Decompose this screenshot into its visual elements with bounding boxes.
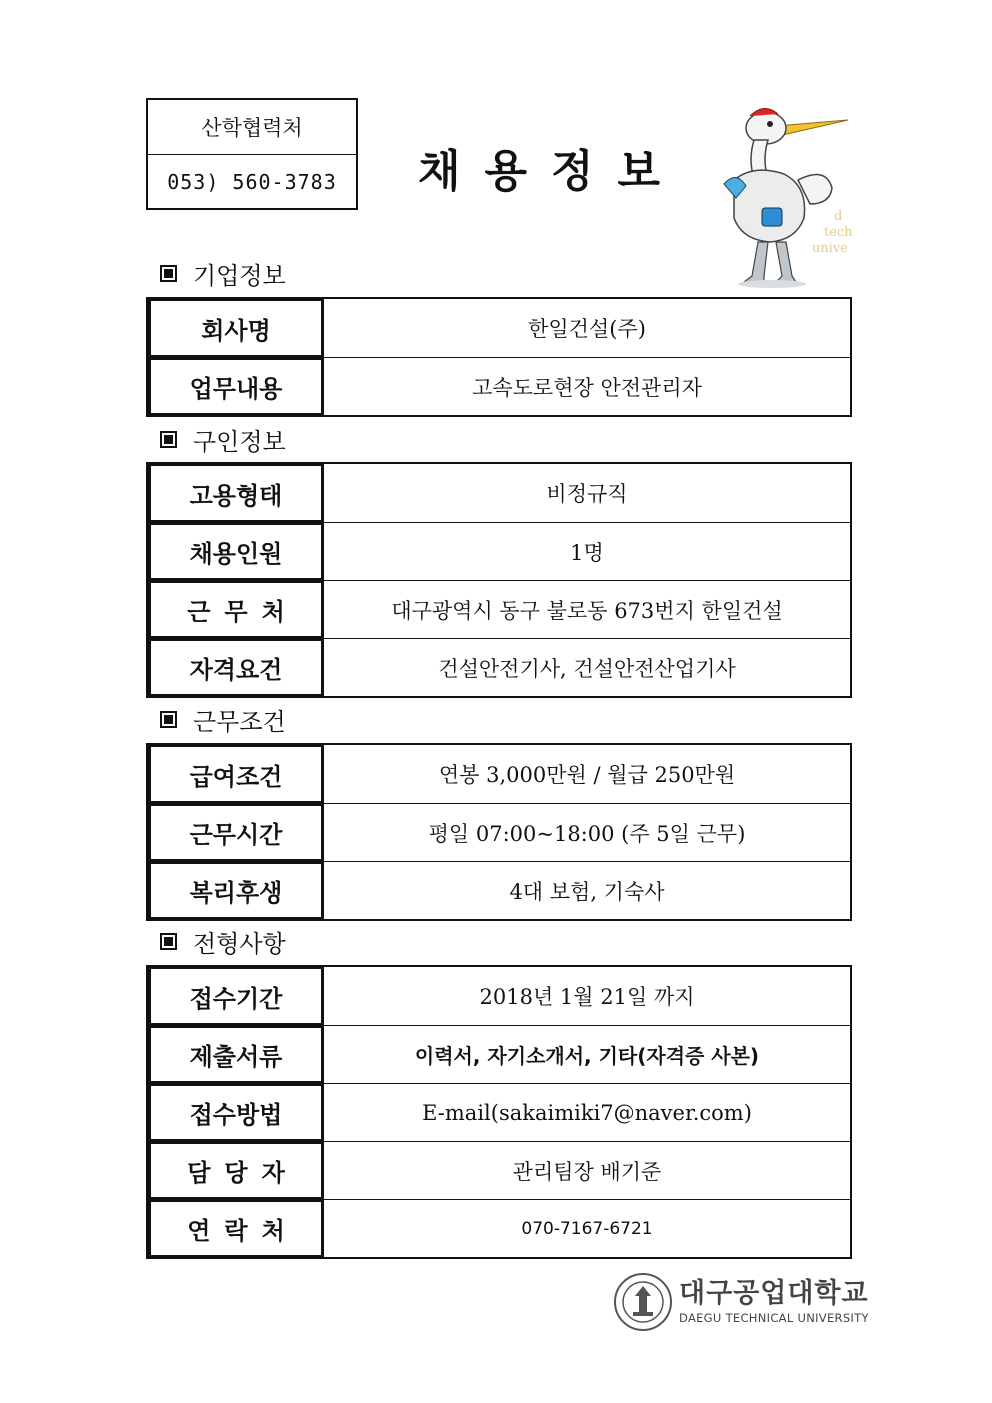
table-row xyxy=(148,1199,850,1257)
table-row xyxy=(148,638,850,696)
section-heading-job xyxy=(160,424,286,454)
row-value: 1명 xyxy=(570,540,604,565)
row-label: 업무내용 xyxy=(148,358,324,415)
table-row xyxy=(148,967,850,1025)
university-name-en: DAEGU TECHNICAL UNIVERSITY xyxy=(679,1310,869,1325)
row-value: 대구광역시 동구 불로동 673번지 한일건설 xyxy=(391,598,783,623)
section-title: 전형사항 xyxy=(193,929,286,958)
contact-box xyxy=(146,98,358,210)
row-value: 이력서, 자기소개서, 기타(자격증 사본) xyxy=(414,1044,760,1068)
table-row xyxy=(148,299,850,357)
row-label: 채용인원 xyxy=(148,523,324,580)
table-row xyxy=(148,522,850,580)
company-info-table xyxy=(146,297,852,417)
conditions-table xyxy=(146,743,852,921)
contact-phone: 053) 560-3783 xyxy=(167,170,337,194)
section-title: 기업정보 xyxy=(193,261,286,290)
row-label: 접수기간 xyxy=(148,967,324,1025)
table-row xyxy=(148,1141,850,1199)
table-row xyxy=(148,357,850,415)
university-name-ko: 대구공업대학교 xyxy=(679,1277,869,1309)
row-value: 2018년 1월 21일 까지 xyxy=(479,985,695,1009)
table-row xyxy=(148,745,850,803)
row-value: 평일 07:00~18:00 (주 5일 근무) xyxy=(428,821,746,846)
row-value: 비정규직 xyxy=(546,482,628,506)
svg-text:unive: unive xyxy=(812,241,848,256)
row-label: 복리후생 xyxy=(148,862,324,919)
row-value: 070-7167-6721 xyxy=(521,1218,653,1239)
row-label: 고용형태 xyxy=(148,464,324,522)
row-value: 연봉 3,000만원 / 월급 250만원 xyxy=(438,763,736,787)
row-label: 담당자 xyxy=(148,1142,324,1199)
table-row xyxy=(148,580,850,638)
square-bullet-icon xyxy=(160,265,177,282)
square-bullet-icon xyxy=(160,711,177,728)
section-heading-selection xyxy=(160,926,286,956)
row-value: 한일건설(주) xyxy=(528,317,646,341)
row-value: 4대 보험, 기숙사 xyxy=(509,879,665,904)
section-heading-conditions xyxy=(160,704,286,734)
square-bullet-icon xyxy=(160,431,177,448)
row-label: 회사명 xyxy=(148,299,324,357)
row-label: 접수방법 xyxy=(148,1084,324,1141)
row-label: 자격요건 xyxy=(148,639,324,696)
table-row xyxy=(148,1083,850,1141)
table-row xyxy=(148,803,850,861)
section-title: 구인정보 xyxy=(193,427,286,456)
university-seal-icon xyxy=(613,1272,673,1332)
crane-mascot-icon xyxy=(706,100,856,290)
table-row xyxy=(148,1025,850,1083)
row-label: 근무처 xyxy=(148,581,324,638)
row-value: E-mail(sakaimiki7@naver.com) xyxy=(422,1100,752,1125)
table-row xyxy=(148,861,850,919)
section-title: 근무조건 xyxy=(193,707,286,736)
row-value: 건설안전기사, 건설안전산업기사 xyxy=(438,656,736,681)
square-bullet-icon xyxy=(160,933,177,950)
table-row xyxy=(148,464,850,522)
row-label: 급여조건 xyxy=(148,745,324,803)
selection-table xyxy=(146,965,852,1259)
job-info-table xyxy=(146,462,852,698)
svg-text:d: d xyxy=(834,209,843,224)
university-logo xyxy=(613,1272,869,1332)
contact-label: 산학협력처 xyxy=(148,100,356,155)
row-label: 연락처 xyxy=(148,1200,324,1257)
row-value: 관리팀장 배기준 xyxy=(512,1159,662,1184)
section-heading-company xyxy=(160,258,286,288)
svg-text:tech: tech xyxy=(824,225,853,240)
row-label: 제출서류 xyxy=(148,1026,324,1083)
row-label: 근무시간 xyxy=(148,804,324,861)
row-value: 고속도로현장 안전관리자 xyxy=(472,375,702,400)
page-title: 채용정보 xyxy=(418,146,685,197)
